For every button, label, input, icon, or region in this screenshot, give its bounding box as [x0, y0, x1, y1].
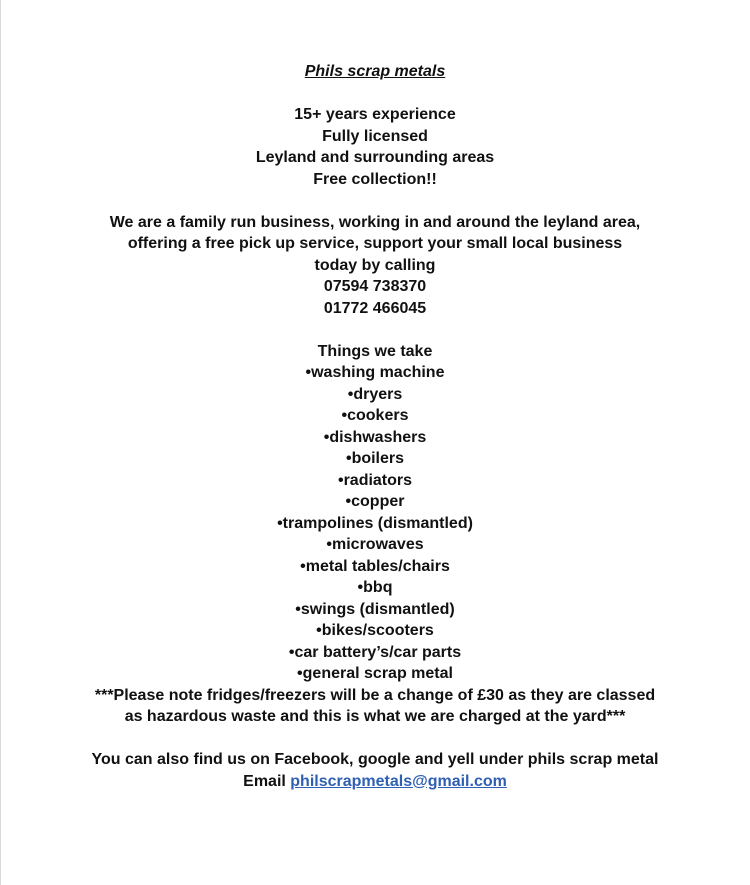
list-item: [0, 642, 750, 664]
highlight-line: 15+ years experience: [294, 106, 456, 123]
item-label: boilers: [351, 450, 405, 467]
bullet-icon: •: [316, 622, 322, 639]
list-item: [0, 663, 750, 685]
flyer-content: [0, 61, 750, 792]
item-label: bbq: [363, 579, 393, 596]
list-item: [0, 384, 750, 406]
bullet-icon: •: [345, 493, 352, 510]
phone-number: 01772 466045: [323, 299, 427, 317]
item-label: car battery’s/car parts: [294, 643, 462, 661]
bullet-icon: •: [288, 643, 295, 661]
email-line: [0, 771, 750, 793]
highlight-line: Fully licensed: [322, 127, 428, 145]
item-label: dishwashers: [329, 428, 427, 446]
fridge-note: ***Please note fridges/freezers will be a change of £30 as they are classed as hazardous waste and this is what we are charged at the yard***: [94, 686, 656, 725]
email-link[interactable]: philscrapmetals@gmail.com: [290, 772, 507, 790]
bullet-icon: •: [297, 665, 303, 682]
item-label: metal tables/chairs: [305, 557, 450, 575]
spacer: [0, 319, 750, 341]
spacer: [0, 83, 750, 105]
list-item: [0, 362, 750, 384]
bullet-icon: •: [300, 557, 306, 575]
item-label: general scrap metal: [302, 665, 453, 682]
intro-paragraph: We are a family run business, working in and around the leyland area, offering a free pick up service, support your small local business today by calling: [109, 213, 641, 274]
list-item: [0, 513, 750, 535]
bullet-icon: •: [277, 514, 283, 532]
item-label: trampolines (dismantled): [282, 514, 473, 532]
list-item: [0, 427, 750, 449]
list-item: [0, 556, 750, 578]
list-item: [0, 599, 750, 621]
spacer: [0, 728, 750, 750]
item-label: swings (dismantled): [300, 600, 455, 618]
item-label: washing machine: [311, 364, 445, 381]
social-line: You can also find us on Facebook, google and yell under phils scrap metal: [91, 751, 659, 768]
bullet-icon: •: [337, 471, 344, 489]
things-heading: Things we take: [317, 342, 433, 360]
item-label: radiators: [343, 471, 413, 489]
list-item: [0, 534, 750, 556]
bullet-icon: •: [323, 428, 330, 446]
bullet-icon: •: [341, 407, 348, 424]
spacer: [0, 190, 750, 212]
bullet-icon: •: [345, 450, 352, 467]
list-item: [0, 405, 750, 427]
items-list: [0, 362, 750, 685]
item-label: dryers: [353, 385, 403, 403]
page-title: Phils scrap metals: [304, 63, 446, 80]
highlight-line: Free collection!!: [313, 170, 437, 188]
item-label: microwaves: [332, 536, 424, 553]
list-item: [0, 491, 750, 513]
list-item: [0, 577, 750, 599]
bullet-icon: •: [326, 536, 332, 553]
item-label: bikes/scooters: [321, 622, 434, 639]
bullet-icon: •: [357, 579, 364, 596]
email-label: Email: [243, 772, 286, 790]
list-item: [0, 448, 750, 470]
bullet-icon: •: [305, 364, 312, 381]
list-item: [0, 620, 750, 642]
phone-number: 07594 738370: [323, 278, 427, 295]
item-label: cookers: [347, 407, 409, 424]
bullet-icon: •: [295, 600, 301, 618]
bullet-icon: •: [347, 385, 354, 403]
item-label: copper: [351, 493, 405, 510]
highlight-line: Leyland and surrounding areas: [255, 149, 495, 166]
list-item: [0, 470, 750, 492]
